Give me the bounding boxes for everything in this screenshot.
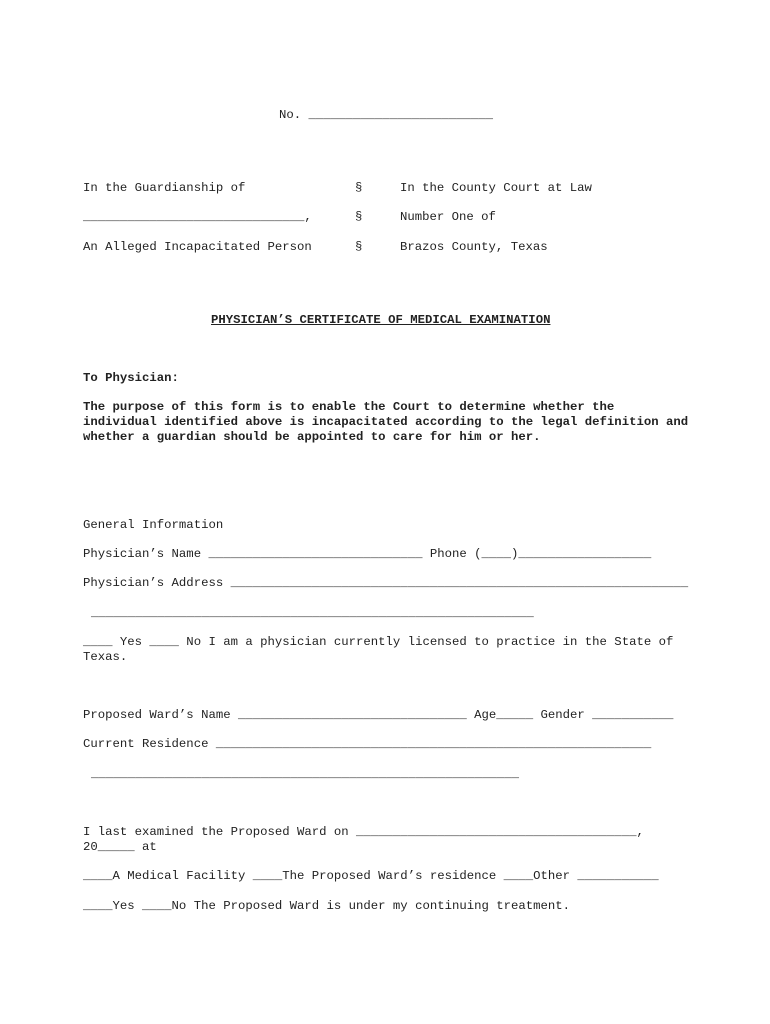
section-symbol-1: § [355,181,363,195]
form-title: PHYSICIAN’S CERTIFICATE OF MEDICAL EXAMINATION [211,313,551,327]
license-statement[interactable]: ____ Yes ____ No I am a physician currently licensed to practice in the State of Texas. [83,635,674,664]
to-physician-heading: To Physician: [83,371,179,385]
case-number-line[interactable]: No. _________________________ [279,108,494,122]
caption-left-1: In the Guardianship of [83,181,246,195]
general-info-heading: General Information [83,518,224,532]
caption-left-3: An Alleged Incapacitated Person [83,240,312,254]
section-symbol-2: § [355,210,363,224]
section-symbol-3: § [355,240,363,254]
caption-left-2[interactable]: ______________________________, [83,210,312,224]
last-examined-line[interactable]: I last examined the Proposed Ward on ______________________________________, 20_____ at [83,825,644,854]
physician-address-line[interactable]: Physician’s Address ______________________________________________________________ [83,576,689,590]
residence-cont-line[interactable]: __________________________________________________________ [91,767,520,781]
purpose-paragraph: The purpose of this form is to enable the Court to determine whether the individual identified above is incapacitated according to the legal definition and whether a guardian should be appointed to care for him or her. [83,400,689,444]
physician-name-line[interactable]: Physician’s Name _____________________________ Phone (____)__________________ [83,547,652,561]
caption-right-3: Brazos County, Texas [400,240,548,254]
exam-location-line[interactable]: ____A Medical Facility ____The Proposed Ward’s residence ____Other ___________ [83,869,659,883]
ward-name-line[interactable]: Proposed Ward’s Name _______________________________ Age_____ Gender ___________ [83,708,674,722]
current-residence-line[interactable]: Current Residence ___________________________________________________________ [83,737,652,751]
continuing-treatment-line[interactable]: ____Yes ____No The Proposed Ward is under my continuing treatment. [83,899,571,913]
physician-address-cont[interactable]: ____________________________________________________________ [91,606,534,620]
caption-right-2: Number One of [400,210,496,224]
caption-right-1: In the County Court at Law [400,181,592,195]
